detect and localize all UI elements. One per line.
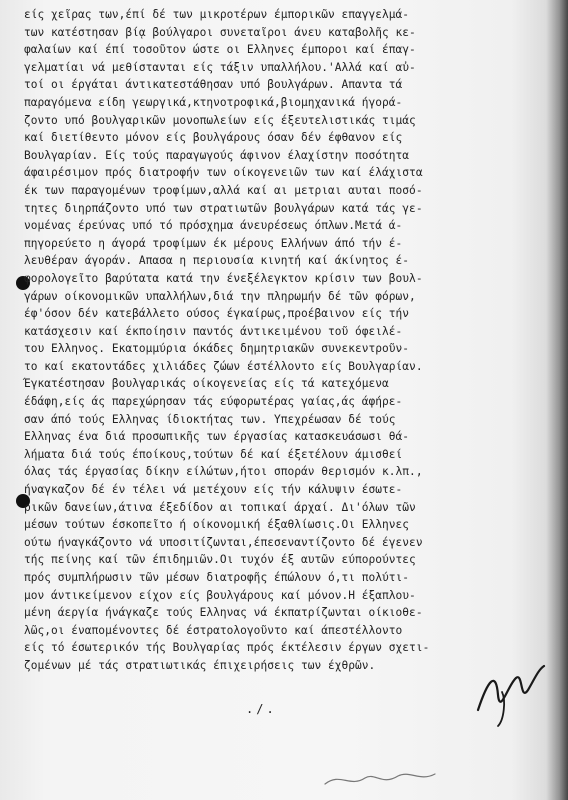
reference-mark: ./. [246, 702, 277, 716]
text-line: γάρων οίκονομικῶν υπαλλήλων,διά την πληρωμήν δέ τῶν φόρων, [24, 289, 416, 303]
text-line: του Ελληνος. Εκατομμύρια όκάδες δημητριακῶν συνεκεντροῦν- [24, 342, 410, 356]
text-line: καί διετίθεντο μόνον είς βουλγάρους όσαν δέν έφθανον είς [24, 131, 403, 145]
text-line: μον άντικείμενον είχον είς βουλγάρους καί μόνον.Η έξαπλου- [24, 588, 416, 602]
text-line: ζοντο υπό βουλγαρικῶν μονοπωλείων είς έξευτελιστικάς τιμάς [24, 113, 416, 127]
text-line: σαν άπό τούς Ελληνας ίδιοκτήτας των. Υπεχρέωσαν δέ τούς [24, 412, 396, 426]
text-line: μένη άεργία ήνάγκαζε τούς Ελληνας νά έκπατρίζωνται οίκιοθε- [24, 606, 423, 620]
text-line: ρικῶν δανείων,άτινα έξεδίδον αι τοπικαί άρχαί. Δι'όλων τῶν [24, 500, 416, 514]
text-line: γελματίαι νά μεθίστανται είς τάξιν υπαλλήλου.'Αλλά καί αὐ- [24, 60, 416, 74]
text-line: άφαιρέσιμον πρός διατροφήν των οίκογενειῶν των καί έλάχιστα [24, 166, 423, 180]
handwritten-signature [468, 640, 554, 730]
text-line: νομένας έρεύνας υπό τό πρόσχημα άνευρέσεως όπλων.Μετά ά- [24, 219, 403, 233]
text-line: τοί οι έργάται άντικατεστάθησαν υπό βουλγάρων. Απαντα τά [24, 78, 403, 92]
text-line: λῶς,οι έναπομένοντες δέ έστρατολογοῦντο καί άπεστέλλοντο [24, 623, 403, 637]
text-line: ήναγκαζον δέ έν τέλει νά μετέχουν είς τήν κάλυψιν έσωτε- [24, 483, 403, 497]
text-line: κατάσχεσιν καί έκποίησιν παντός άντικειμένου τοῦ όφειλέ- [24, 324, 403, 338]
text-line: ζομένων μέ τάς στρατιωτικάς έπιχειρήσεις των έχθρῶν. [24, 658, 376, 672]
text-line: έφ'όσον δέν κατεβάλλετο ούσος έγκαίρως,προέβαινον είς τήν [24, 307, 410, 321]
text-line: πρός συμπλήρωσιν τῶν μέσων διατροφῆς έπώλουν ό,τι πολύτι- [24, 571, 410, 584]
text-line: τής πείνης καί τῶν έπιδημιῶν.Οι τυχόν έξ αυτῶν εύπορούντες [24, 553, 416, 567]
text-line: Βουλγαρίαν. Είς τούς παραγωγούς άφινον έλαχίστην ποσότητα [24, 148, 410, 162]
typed-text-block [24, 6, 444, 675]
text-line: είς χεῖρας των,έπί δέ των μικροτέρων έμπορικῶν επαγγελμά- [24, 8, 410, 21]
text-line: τητες διηρπάζοντο υπό των στρατιωτῶν βουλγάρων κατά τάς γε- [24, 201, 423, 215]
faint-handwriting-bottom [320, 764, 440, 794]
text-line: Έγκατέστησαν βουλγαρικάς οίκογενείας είς τά κατεχόμενα [24, 377, 389, 391]
text-line: το καί εκατοντάδες χιλιάδες ζώων έστέλλοντο είς Βουλγαρίαν. [24, 359, 423, 373]
text-line: ούτω ήναγκάζοντο νά υποσιτίζωνται,έπεσεναντίζοντο δέ έγενεν [24, 535, 423, 549]
text-line: μέσων τούτων έσκοπεῖτο ή οίκονομική έξαθλίωσις.Οι Ελληνες [24, 518, 410, 532]
text-line: έδάφη,είς άς παρεχώρησαν τάς εύφορωτέρας γαίας,άς άφήρε- [24, 395, 403, 409]
text-line: λευθέραν άγοράν. Απασα η περιουσία κινητή καί άκίνητος έ- [24, 254, 410, 268]
text-line: φορολογεῖτο βαρύτατα κατά την ένεξέλεγκτον κρίσιν των βουλ- [24, 271, 423, 285]
text-line: παραγόμενα είδη γεωργικά,κτηνοτροφικά,βιομηχανικά ήγορά- [24, 95, 403, 109]
text-line: λήματα διά τούς έποίκους,τούτων δέ καί έξετέλουν άμισθεί [24, 447, 403, 461]
text-line: είς τό έσωτερικόν τής Βουλγαρίας πρός έκτέλεσιν έργων σχετι- [24, 641, 430, 655]
text-line: πηγορεύετο η άγορά τροφίμων έκ μέρους Ελλήνων άπό τήν έ- [24, 236, 403, 250]
text-line: Ελληνας ένα διά προσωπικῆς των έργασίας κατασκευάσωσι θά- [24, 430, 410, 444]
text-line: φαλαίων καί έπί τοσοῦτον ώστε οι Ελληνες έμποροι καί έπαγ- [24, 43, 416, 57]
text-line: των κατέστησαν βίᾳ βούλγαροι συνεταῖροι άνευ καταβολῆς κε- [24, 25, 416, 39]
text-line: όλας τάς έργασίας δίκην είλώτων,ήτοι σποράν θερισμόν κ.λπ., [24, 465, 423, 479]
text-line: έκ των παραγομένων τροφίμων,αλλά καί αι μετριαι αυται ποσό- [24, 183, 423, 197]
